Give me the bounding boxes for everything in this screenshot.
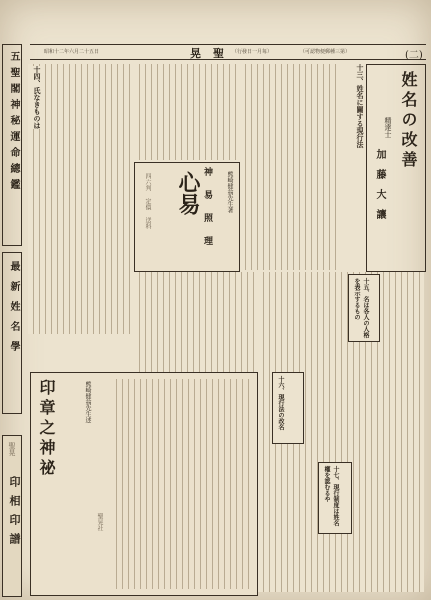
left-ad-box-1	[2, 44, 22, 246]
article-title: 姓名の改善	[399, 71, 418, 171]
left-ad-box-2	[2, 252, 22, 414]
subheading-16: 十六、現行法の改名	[277, 376, 284, 430]
ad-shin-eki-author: 熊崎健翁先生著	[226, 171, 233, 213]
ad-shin-eki	[134, 162, 240, 272]
subheading-15-box	[348, 274, 380, 342]
body-text-block-5	[134, 272, 256, 372]
ad-shin-eki-detail: 四六判 定價 送料	[144, 173, 151, 229]
article-title-block	[366, 64, 426, 272]
masthead-title: 晃聖	[190, 47, 236, 60]
body-text-block-1	[240, 64, 336, 270]
masthead-info: （可認物便郵種三第）	[300, 49, 351, 55]
ad-insho-author: 熊崎健翁先生述	[84, 381, 91, 423]
ad-shin-eki-heading: 神 易 照 理	[202, 167, 212, 247]
masthead-date: 昭和十二年六月二十五日	[44, 49, 100, 55]
subheading-13: 十三、姓名に關する現行法	[356, 64, 365, 148]
subheading-14: 十四、氏なきものは	[33, 66, 42, 129]
ad-insho-publisher: 聖晃社	[96, 513, 103, 531]
author-role: 精達士	[384, 117, 392, 138]
left-ad-title-1: 五聖閣神秘運命總鑑	[8, 51, 19, 195]
subheading-17-box	[318, 462, 352, 534]
left-ad-small: 聖晃	[8, 442, 16, 456]
left-ad-title-3: 印相印譜	[8, 476, 21, 552]
subheading-17: 十七、現行制度は姓名權を認むるや	[323, 466, 339, 526]
ad-insho-body	[111, 379, 251, 589]
ad-insho-title: 印章之神祕	[37, 379, 56, 479]
body-text-block-2	[134, 64, 238, 160]
ad-shin-eki-title: 心易	[175, 171, 201, 215]
author-name: 加藤大讓	[374, 149, 385, 229]
body-column	[338, 64, 364, 270]
ad-insho	[30, 372, 258, 596]
page-number: (二)	[405, 50, 423, 61]
left-ad-box-3	[2, 435, 22, 597]
subheading-15: 十五、名は各人の人格を表示するもの	[353, 278, 369, 338]
left-ad-title-2: 最新姓名學	[8, 261, 19, 361]
masthead-frequency: （行發日一月每）	[232, 49, 273, 55]
subheading-14-wrap	[32, 66, 44, 129]
subheading-16-box	[272, 372, 304, 444]
